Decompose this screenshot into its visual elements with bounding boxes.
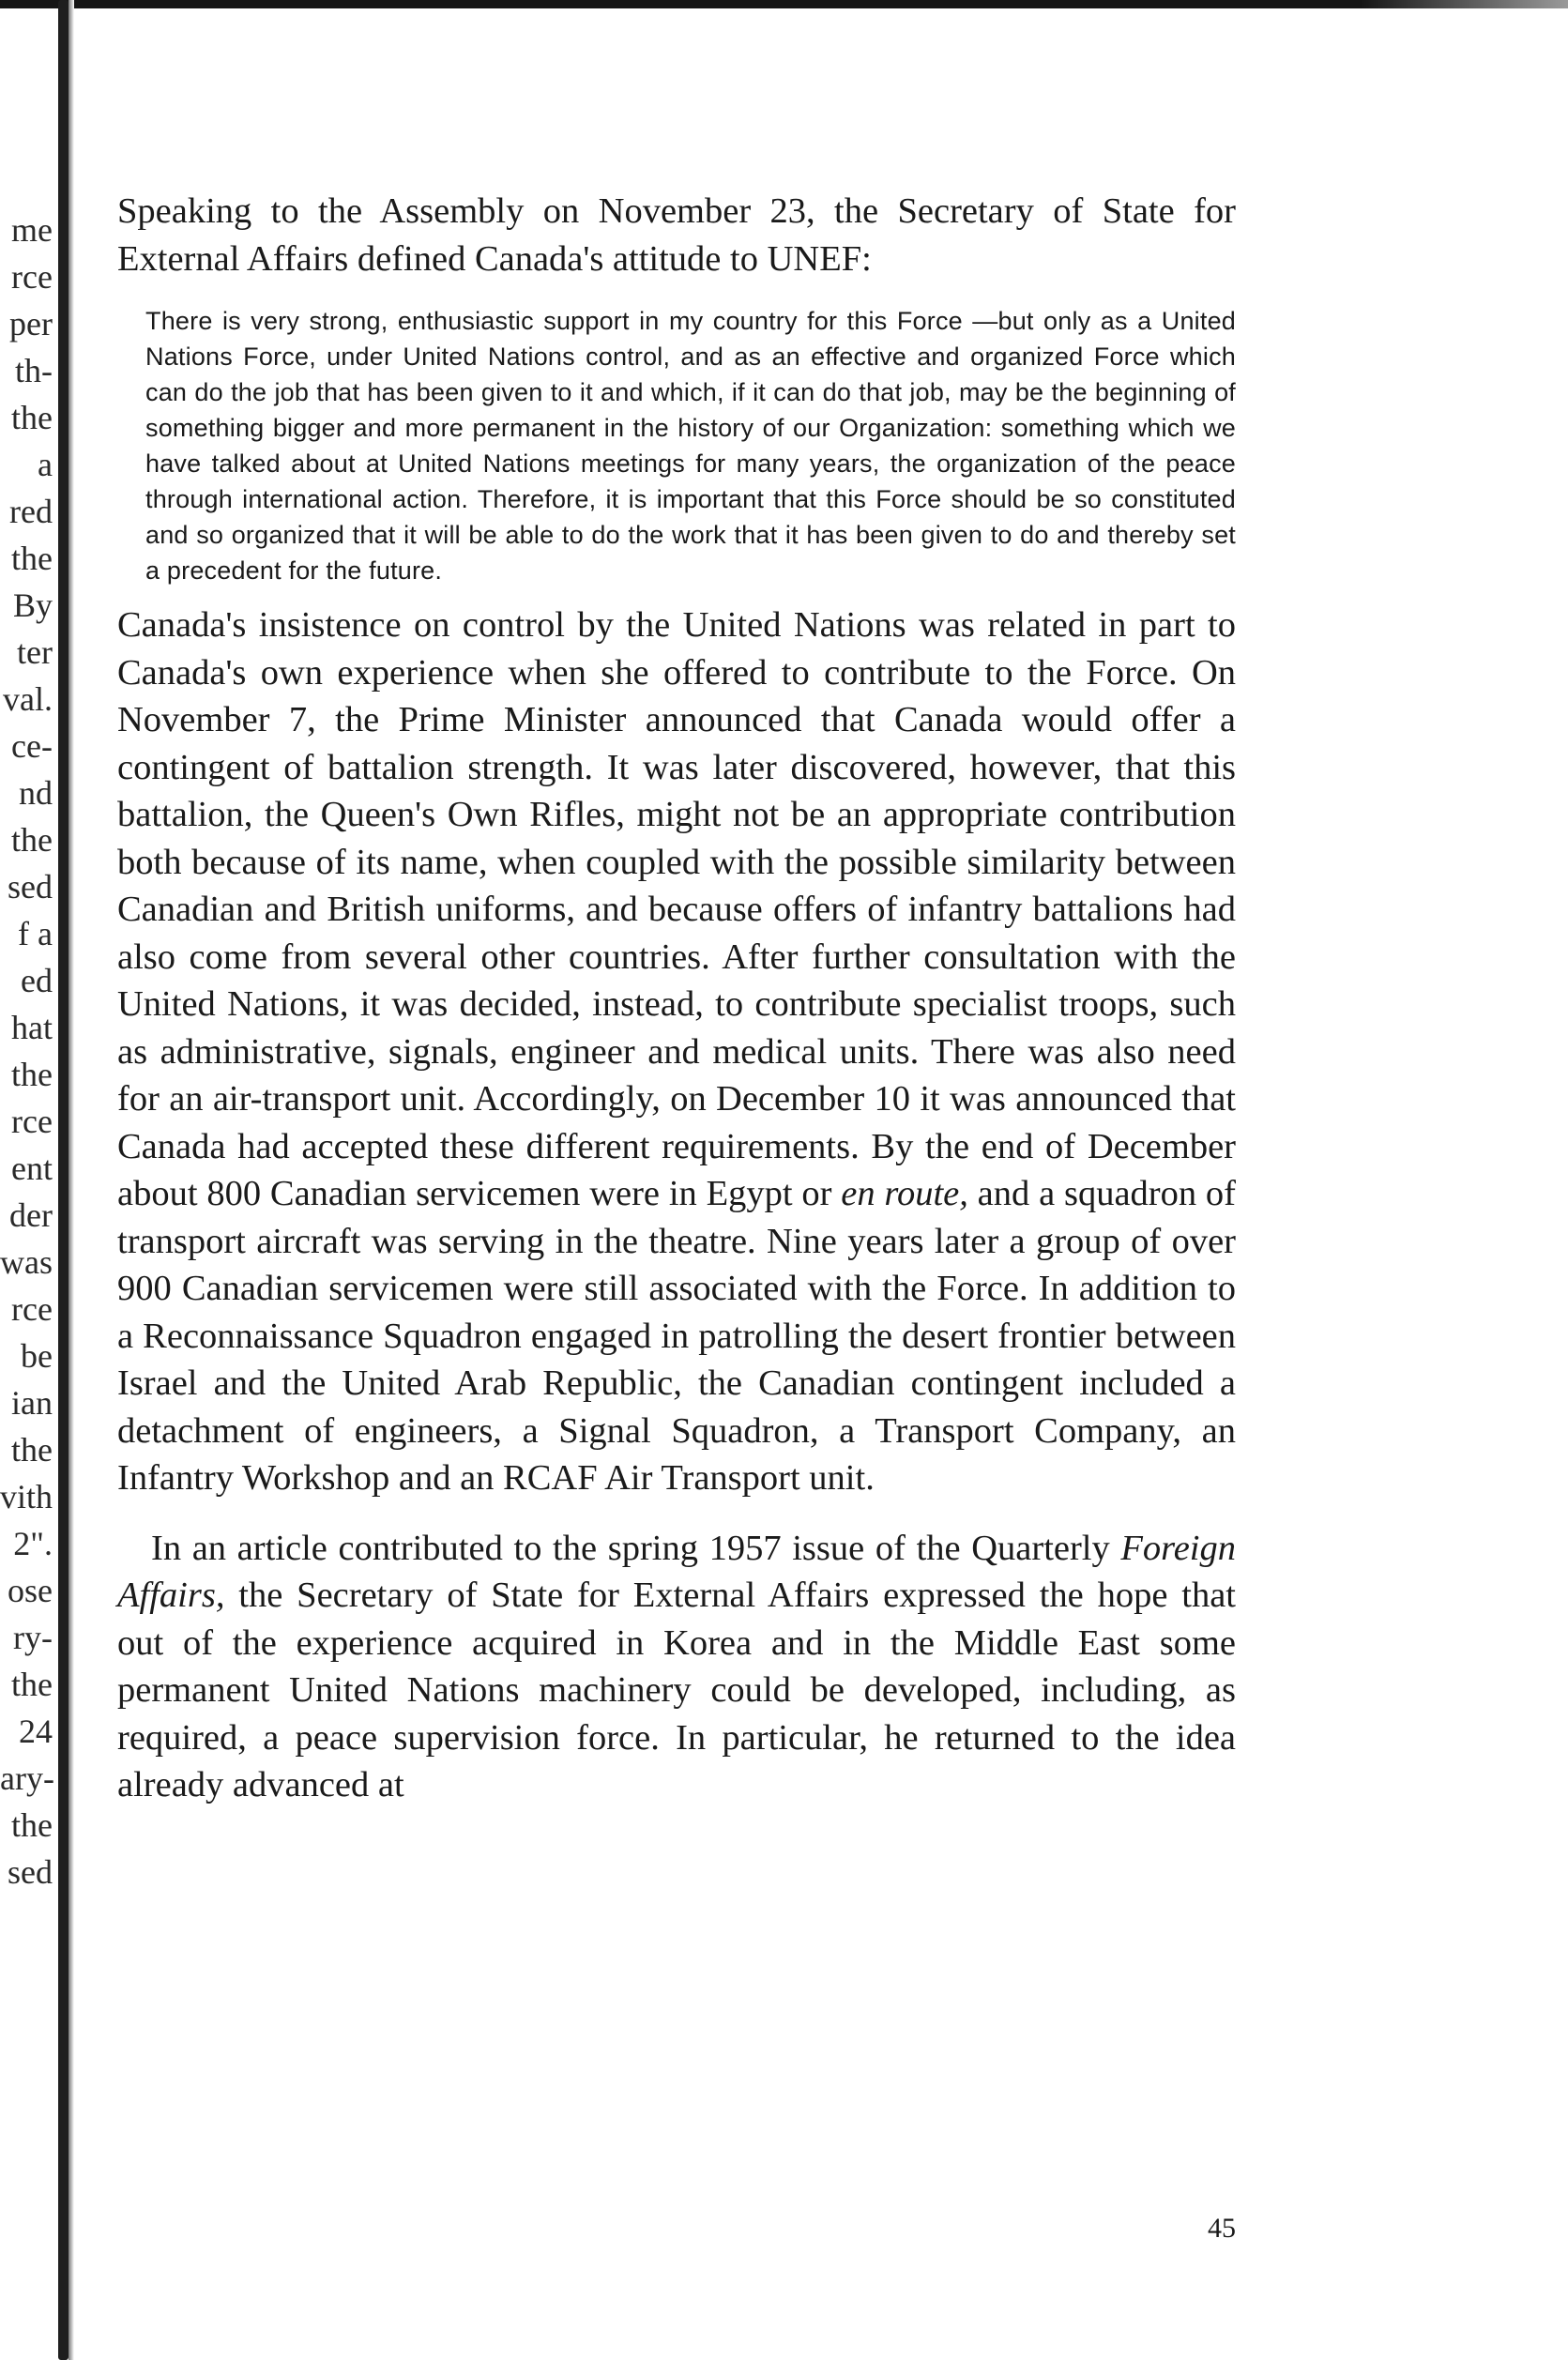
facing-page-fragments [0, 206, 56, 1896]
facing-page-fragment: f a [18, 915, 53, 952]
facing-page-fragment: a [38, 446, 53, 483]
facing-page-fragment: me [11, 211, 53, 249]
page-top-edge-fade [1361, 0, 1568, 8]
body-paragraph-text: Canada's insistence on control by the United Nations was related in part to Canada's own experience when she offered to contribute to the Force. On November 7, the Prime Minister announced that Canada would offer a contingent of battalion strength. It was later discovered, however, that this battalion, the Queen's Own Rifles, might not be an appropriate contribution both because of its name, when coupled with the possible similarity between Canadian and British uniforms, and because offers of infantry battalions had also come from several other countries. After further consultation with the United Nations, it was decided, instead, to contribute specialist troops, such as administrative, signals, engineer and medical units. There was also need for an air-transport unit. Accordingly, on December 10 it was announced that Canada had accepted these different requirements. By the end of December about 800 Canadian servicemen were in Egypt or [117, 605, 1236, 1213]
facing-page-fragment: vith [0, 1478, 53, 1515]
facing-page-fragment: th- [15, 352, 53, 389]
facing-page-fragment: sed [8, 868, 53, 906]
facing-page-fragment: val. [3, 680, 53, 718]
facing-page-fragment: ter [17, 633, 53, 671]
facing-page-fragment: sed [8, 1853, 53, 1891]
facing-page-fragment: der [9, 1196, 53, 1234]
facing-page-fragment: the [11, 1806, 53, 1844]
facing-page-fragment: By [12, 586, 53, 624]
facing-page-fragment: rce [11, 1290, 53, 1328]
body-paragraph [117, 601, 1236, 1502]
intro-paragraph: Speaking to the Assembly on November 23, the Secretary of State for External Affairs defined Canada's attitude to UNEF: [117, 191, 1236, 279]
facing-page-fragment: hat [11, 1009, 53, 1046]
page-body [117, 188, 1236, 1809]
facing-page-fragment: be [21, 1337, 53, 1375]
facing-page-fragment: the [11, 1431, 53, 1469]
facing-page-fragment: rce [11, 1103, 53, 1140]
page-number: 45 [1208, 2213, 1236, 2244]
italic-term: en route, [841, 1174, 968, 1213]
facing-page-fragment: the [11, 399, 53, 436]
facing-page-fragment: ed [21, 962, 53, 999]
facing-page-fragment: ose [8, 1572, 53, 1609]
body-paragraph [117, 1525, 1236, 1809]
facing-page-fragment: the [11, 540, 53, 577]
book-gutter [58, 0, 69, 2360]
facing-page-fragment: the [11, 821, 53, 859]
facing-page-fragment: ry- [13, 1619, 53, 1656]
facing-page-fragment: the [11, 1666, 53, 1703]
facing-page-fragment: per [9, 305, 53, 343]
journal-title: Foreign Affairs, [117, 1528, 1236, 1615]
facing-page-fragment: ent [11, 1150, 53, 1187]
facing-page-fragment: red [9, 493, 53, 530]
page-top-edge [0, 0, 1568, 8]
body-paragraph-text: the Secretary of State for External Affairs expressed the hope that out of the experience acquired in Korea and in the Middle East some permanent United Nations machinery could be developed, including, as required, a peace supervision force. In particular, he returned to the idea already advanced at [117, 1576, 1236, 1804]
facing-page-fragment: 2". [13, 1525, 53, 1562]
facing-page-fragment: the [11, 1056, 53, 1093]
block-quote: There is very strong, enthusiastic support in my country for this Force —but only as a United Nations Force, under United Nations control, and as an effective and organized Force which can do the job that has been given to it and which, if it can do that job, may be the beginning of something bigger and more permanent in the history of our Organization: something which we have talked about at United Nations meetings for many years, the organization of the peace through international action. Therefore, it is important that this Force should be so constituted and so organized that it will be able to do the work that it has been given to do and thereby set a precedent for the future. [145, 307, 1236, 585]
facing-page-fragment: 24 [19, 1713, 53, 1750]
body-paragraph-text: and a squadron of transport aircraft was serving in the theatre. Nine years later a group of over 900 Canadian servicemen were still associated with the Force. In addition to a Reconnaissance Squadron engaged in patrolling the desert frontier between Israel and the United Arab Republic, the Canadian contingent included a detachment of engineers, a Signal Squadron, a Transport Company, an Infantry Workshop and an RCAF Air Transport unit. [117, 1174, 1237, 1498]
facing-page-fragment: rce [11, 258, 53, 296]
facing-page-fragment: ian [11, 1384, 53, 1422]
facing-page-fragment: ce- [11, 727, 53, 765]
book-gutter-shadow [69, 0, 74, 2360]
facing-page-fragment: ary- [0, 1759, 54, 1797]
facing-page-fragment: was [0, 1243, 53, 1281]
body-paragraph-text: In an article contributed to the spring 1957 issue of the Quarterly [151, 1528, 1121, 1568]
facing-page-fragment: nd [19, 774, 53, 812]
